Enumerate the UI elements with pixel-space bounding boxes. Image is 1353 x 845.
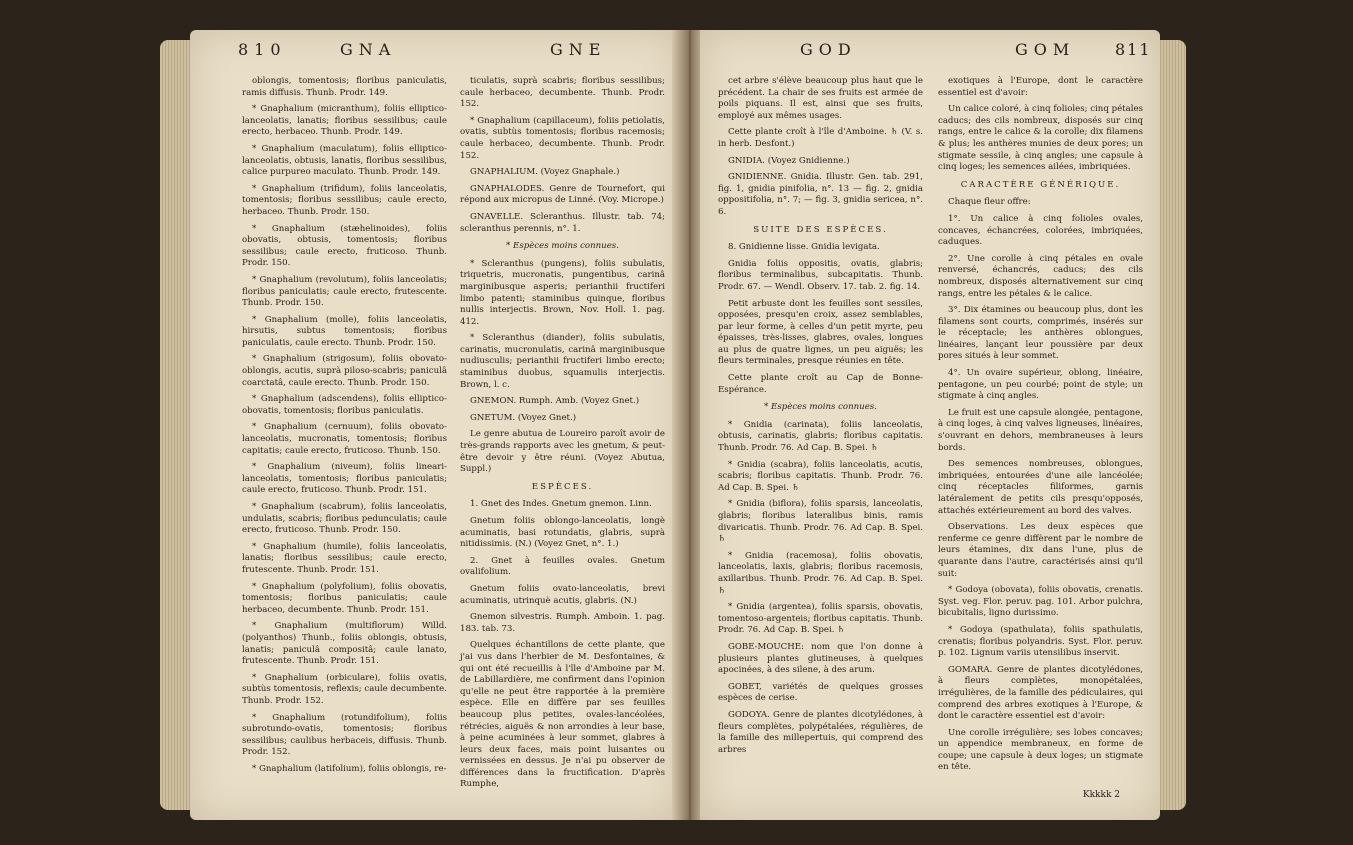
text-paragraph: Des semences nombreuses, oblongues, imbriquées, entourées d'une aile lancéolée; cinq réceptacles filiformes, garnis latéralement de petits cils presqu'opposés, attachés extérieurement au bord des valves. bbox=[938, 459, 1143, 516]
text-paragraph: GOBET, variétés de quelques grosses espèces de cerise. bbox=[718, 681, 923, 704]
text-paragraph: 8. Gnidienne lisse. Gnidia levigata. bbox=[728, 242, 880, 253]
text-paragraph: SUITE DES ESPÈCES. bbox=[753, 224, 888, 235]
text-paragraph: * Espèces moins connues. bbox=[506, 241, 619, 252]
text-paragraph: * Gnaphalium (orbiculare), foliis ovatis, subtùs tomentosis, reflexis; caule decumbente. Thunb. Prodr. 152. bbox=[242, 672, 447, 706]
text-paragraph: 3°. Dix étamines ou beaucoup plus, dont les filamens sont courts, comprimés, insérés sur le réceptacle; les anthères oblongues, linéaires, lançant leur poussière par deux pores situés à leur sommet. bbox=[938, 305, 1143, 362]
text-paragraph: * Gnaphalium (multiflorum) Willd. (polyanthos) Thunb., foliis oblongis, obtusis, lanatis; paniculâ compositâ; caule lanato, frutescente. Thunb. Prodr. 151. bbox=[242, 621, 447, 667]
text-paragraph: Gnetum foliis oblongo-lanceolatis, longè acuminatis, basi rotundatis, glabris, suprà nitidissimis. (N.) (Voyez Gnet, n°. 1.) bbox=[460, 516, 665, 550]
left-page bbox=[190, 30, 680, 820]
text-paragraph: * Gnaphalium (stæhelinoides), foliis obovatis, obtusis, tomentosis; floribus sessilibus; caule erecto, fruticoso. Thunb. Prodr. 150. bbox=[242, 223, 447, 269]
text-paragraph: Quelques échantillons de cette plante, que j'ai vus dans l'herbier de M. Desfontaines, & qui ont été recueillis à l'île d'Amboine par M. de Labillardière, me confirment dans l'opinion qu'elle ne peut être rapportée à la première espèce. Elle en diffère par ses feuilles beaucoup plus petites, ovales-lancéolées, rétrécies, aiguës & non arrondies à leur base, à peine acuminées à leur sommet, glabres à leurs deux faces, mais point luisantes ou vernissées en dessus. Je n'ai pu observer de différences dans la fructification. D'après Rumphe, bbox=[460, 640, 665, 790]
text-paragraph: * Gnaphalium (niveum), foliis lineari-lanceolatis, tomentosis; floribus paniculatis; caule erecto, fruticoso. Thunb. Prodr. 151. bbox=[242, 462, 447, 496]
text-paragraph: * Gnaphalium (micranthum), foliis elliptico-lanceolatis, lanatis; floribus sessilibus; caule erecto, herbaceo. Thunb. Prodr. 149. bbox=[242, 104, 447, 138]
page-edges-right bbox=[1158, 40, 1186, 810]
text-paragraph: Gnetum foliis ovato-lanceolatis, brevi acuminatis, utrinquè acutis, glabris. (N.) bbox=[460, 583, 665, 606]
text-paragraph: * Gnaphalium (molle), foliis lanceolatis, hirsutis, subtus tomentosis; floribus paniculatis, caule erecto. Thunb. Prodr. 150. bbox=[242, 314, 447, 348]
text-paragraph: GNAPHALIUM. (Voyez Gnaphale.) bbox=[470, 167, 620, 178]
text-paragraph: Le genre abutua de Loureiro paroît avoir de très-grands rapports avec les gnetum, & peut-être devoir y être réuni. (Voyez Abutua, Suppl.) bbox=[460, 429, 665, 475]
text-paragraph: Un calice coloré, à cinq folioles; cinq pétales caducs; des cils nombreux, disposés sur cinq rangs, entre le calice & la corolle; dix filamens & plus; les anthères munies de deux pores; un stigmate sessile, à cinq angles; une capsule à cinq loges; les semences ailées, imbriquées. bbox=[938, 104, 1143, 173]
text-paragraph: cet arbre s'élève beaucoup plus haut que le précédent. La chair de ses fruits est armée de poils piquans. Il est, ainsi que ses fruits, employé aux mêmes usages. bbox=[718, 76, 923, 121]
left-heading-1: GNA bbox=[340, 40, 397, 59]
text-paragraph: 1°. Un calice à cinq folioles ovales, concaves, échancrées, colorées, imbriquées, caduques. bbox=[938, 213, 1143, 248]
text-paragraph: * Gnaphalium (capillaceum), foliis petiolatis, ovatis, subtùs tomentosis; floribus racemosis; caule herbaceo, decumbente. Thunb. Prodr. 152. bbox=[460, 115, 665, 161]
text-paragraph: Observations. Les deux espèces que renferme ce genre diffèrent par le nombre de leurs étamines, dix dans l'une, plus de quarante dans l'autre, caractérisés ainsi qu'il suit: bbox=[938, 522, 1143, 579]
text-paragraph: GNIDIA. (Voyez Gnidienne.) bbox=[728, 155, 850, 166]
text-paragraph: * Gnaphalium (scabrum), foliis lanceolatis, undulatis, scabris; floribus pedunculatis; caule erecto, fruticoso. Thunb. Prodr. 150. bbox=[242, 502, 447, 536]
text-paragraph: * Gnidia (scabra), foliis lanceolatis, acutis, scabris; floribus capitatis. Thunb. Prodr. 76. Ad Cap. B. Spei. ♄ bbox=[718, 459, 923, 493]
text-paragraph: Cette plante croît à l'île d'Amboine. ♄ (V. s. in herb. Desfont.) bbox=[718, 127, 923, 149]
text-paragraph: 4°. Un ovaire supérieur, oblong, linéaire, pentagone, un peu courbé; point de style; un stigmate à cinq angles. bbox=[938, 368, 1143, 402]
text-paragraph: * Gnaphalium (revolutum), foliis lanceolatis; floribus paniculatis; caule erecto, frutescente. Thunb. Prodr. 150. bbox=[242, 274, 447, 309]
text-paragraph: GNAPHALODES. Genre de Tournefort, qui répond aux micropus de Linné. (Voy. Micrope.) bbox=[460, 183, 665, 206]
left-column-2 bbox=[460, 76, 665, 796]
left-page-number: 810 bbox=[238, 40, 287, 59]
text-paragraph: Petit arbuste dont les feuilles sont sessiles, opposées, presqu'en croix, assez semblables, par leur forme, à celles d'un petit myrte, peu épaisses, très-lisses, glabres, ovales, longues au plus de quatre lignes, un peu aiguës; les fleurs terminales, presque réunies en tête. bbox=[718, 298, 923, 367]
text-paragraph: ESPÈCES. bbox=[531, 481, 594, 492]
text-paragraph: Cette plante croît au Cap de Bonne-Espérance. bbox=[718, 373, 923, 395]
right-page bbox=[700, 30, 1160, 820]
text-paragraph: GNIDIENNE. Gnidia. Illustr. Gen. tab. 291, fig. 1, gnidia pinifolia, n°. 13 — fig. 2, gnidia oppositifolia, n°. 7; — fig. 3, gnidia sericea, n°. 6. bbox=[718, 172, 923, 217]
right-page-number: 811 bbox=[1115, 40, 1152, 59]
text-paragraph: * Gnaphalium (adscendens), foliis elliptico-obovatis, tomentosis; floribus paniculatis. bbox=[242, 394, 447, 416]
text-paragraph: GNEMON. Rumph. Amb. (Voyez Gnet.) bbox=[470, 396, 640, 407]
text-paragraph: * Gnidia (argentea), foliis sparsis, obovatis, tomentoso-argenteis; floribus capitatis. Thunb. Prodr. 76. Ad Cap. B. Spei. ♄ bbox=[718, 602, 923, 636]
text-paragraph: * Gnidia (racemosa), foliis obovatis, lanceolatis, laxis, glabris; floribus racemosis, axillaribus. Thunb. Prodr. 76. Ad Cap. B. Spei. ♄ bbox=[718, 550, 923, 596]
text-paragraph: * Espèces moins connues. bbox=[764, 402, 877, 413]
text-paragraph: 2°. Une corolle à cinq pétales en ovale renversé, échancrés, caducs; des cils nombreux, disposés alternativement sur cinq rangs, entre les pétales & le calice. bbox=[938, 253, 1143, 299]
text-paragraph: * Scleranthus (diander), foliis subulatis, carinatis, mucronulatis, carinâ marginibusque nudiusculis; perianthii fructiferi limbo erecto; staminibus duobus, squamulis interjectis. Brown, l. c. bbox=[460, 333, 665, 390]
text-paragraph: * Gnaphalium (polyfolium), foliis obovatis, tomentosis; floribus paniculatis; caule herbaceo, decumbente. Thunb. Prodr. 151. bbox=[242, 581, 447, 615]
text-paragraph: oblongis, tomentosis; floribus paniculatis, ramis diffusis. Thunb. Prodr. 149. bbox=[242, 76, 447, 98]
text-paragraph: GNETUM. (Voyez Gnet.) bbox=[470, 412, 577, 423]
text-paragraph: ticulatis, suprà scabris; floribus sessilibus; caule herbaceo, decumbente. Thunb. Prodr. 152. bbox=[460, 76, 665, 110]
text-paragraph: * Gnaphalium (maculatum), foliis elliptico-lanceolatis, obtusis, lanatis, floribus sessilibus, calice purpureo maculato. Thunb. Prodr. 149. bbox=[242, 143, 447, 178]
text-paragraph: CARACTÈRE GÉNÉRIQUE. bbox=[960, 179, 1121, 190]
text-paragraph: GNAVELLE. Scleranthus. Illustr. tab. 74; scleranthus perennis, n°. 1. bbox=[460, 211, 665, 234]
text-paragraph: * Gnaphalium (latifolium), foliis oblongis, re- bbox=[252, 763, 447, 774]
text-paragraph: * Godoya (spathulata), foliis spathulatis, crenatis; floribus polyandris. Syst. Flor. peruv. p. 102. Lignum variis utensilibus inservit. bbox=[938, 624, 1143, 659]
left-heading-2: GNE bbox=[550, 40, 607, 59]
text-paragraph: * Gnidia (biflora), foliis sparsis, lanceolatis, glabris; floribus lateralibus binis, ramis divaricatis. Thunb. Prodr. 76. Ad Cap. B. Spei. ♄ bbox=[718, 499, 923, 545]
text-paragraph: * Scleranthus (pungens), foliis subulatis, triquetris, mucronatis, pungentibus, carinâ marginibusque asperis; perianthii fructiferi limbo patenti; staminibus quinque, floribus nullis interjectis. Brown, Nov. Holl. 1. pag. 412. bbox=[460, 258, 665, 327]
text-paragraph: Le fruit est une capsule alongée, pentagone, à cinq loges, à cinq valves ligneuses, linéaires, s'ouvrant en dehors, membraneuses à leurs bords. bbox=[938, 407, 1143, 453]
right-heading-1: GOD bbox=[800, 40, 857, 59]
text-paragraph: Gnemon silvestris. Rumph. Amboin. 1. pag. 183. tab. 73. bbox=[460, 612, 665, 634]
text-paragraph: exotiques à l'Europe, dont le caractère essentiel est d'avoir: bbox=[938, 76, 1143, 98]
right-column-1 bbox=[718, 76, 923, 761]
page-edges-left bbox=[160, 40, 192, 810]
text-paragraph: * Gnaphalium (rotundifolium), foliis subrotundo-ovatis, tomentosis; floribus sessilibus; caulibus herbaceis, diffusis. Thunb. Prodr. 152. bbox=[242, 712, 447, 758]
text-paragraph: 2. Gnet à feuilles ovales. Gnetum ovalifolium. bbox=[460, 555, 665, 578]
right-heading-2: GOM bbox=[1015, 40, 1076, 59]
text-paragraph: GOMARA. Genre de plantes dicotylédones, à fleurs complètes, monopétalées, irrégulières, de la famille des pédiculaires, qui comprend des arbres exotiques à l'Europe, & dont le caractère essentiel est d'avoir: bbox=[938, 664, 1143, 722]
text-paragraph: Une corolle irrégulière; ses lobes concaves; un appendice membraneux, en forme de coupe; une capsule à deux loges; un stigmate en tête. bbox=[938, 727, 1143, 773]
text-paragraph: GODOYA. Genre de plantes dicotylédones, à fleurs complètes, polypétalées, régulières, de la famille des millepertuis, qui comprend des arbres bbox=[718, 709, 923, 755]
text-paragraph: * Godoya (obovata), foliis obovatis, crenatis. Syst. veg. Flor. peruv. pag. 101. Arbor pulchra, bicubitalis, ligno durissimo. bbox=[938, 585, 1143, 619]
text-paragraph: * Gnaphalium (strigosum), foliis obovato-oblongis, acutis, suprà piloso-scabris; paniculâ coarctatâ, caule erecto. Thunb. Prodr. 150. bbox=[242, 354, 447, 388]
text-paragraph: GOBE-MOUCHE: nom que l'on donne à plusieurs plantes glutineuses, à quelques apocinées, à des silene, à des arum. bbox=[718, 641, 923, 676]
left-column-1 bbox=[242, 76, 447, 780]
text-paragraph: 1. Gnet des Indes. Gnetum gnemon. Linn. bbox=[470, 499, 652, 510]
text-paragraph: * Gnaphalium (humile), foliis lanceolatis, lanatis; floribus sessilibus; caule erecto, frutescente. Thunb. Prodr. 151. bbox=[242, 541, 447, 575]
text-paragraph: Gnidia foliis oppositis, ovatis, glabris; floribus terminalibus, subcapitatis. Thunb. Prodr. 67. — Wendl. Observ. 17. tab. 2. fig. 14. bbox=[718, 258, 923, 292]
text-paragraph: * Gnidia (carinata), foliis lanceolatis, obtusis, carinatis, glabris; floribus capitatis. Thunb. Prodr. 76. Ad Cap. B. Spei. ♄ bbox=[718, 419, 923, 454]
right-column-2 bbox=[938, 76, 1143, 779]
text-paragraph: * Gnaphalium (trifidum), foliis lanceolatis, tomentosis; floribus sessilibus; caule erecto, herbaceo. Thunb. Prodr. 150. bbox=[242, 183, 447, 217]
signature-mark: Kkkkk 2 bbox=[1082, 790, 1120, 800]
text-paragraph: * Gnaphalium (cernuum), foliis obovato-lanceolatis, mucronatis, tomentosis; floribus capitatis; caule erecto, fruticoso. Thunb. 150. bbox=[242, 422, 447, 456]
text-paragraph: Chaque fleur offre: bbox=[948, 197, 1031, 208]
